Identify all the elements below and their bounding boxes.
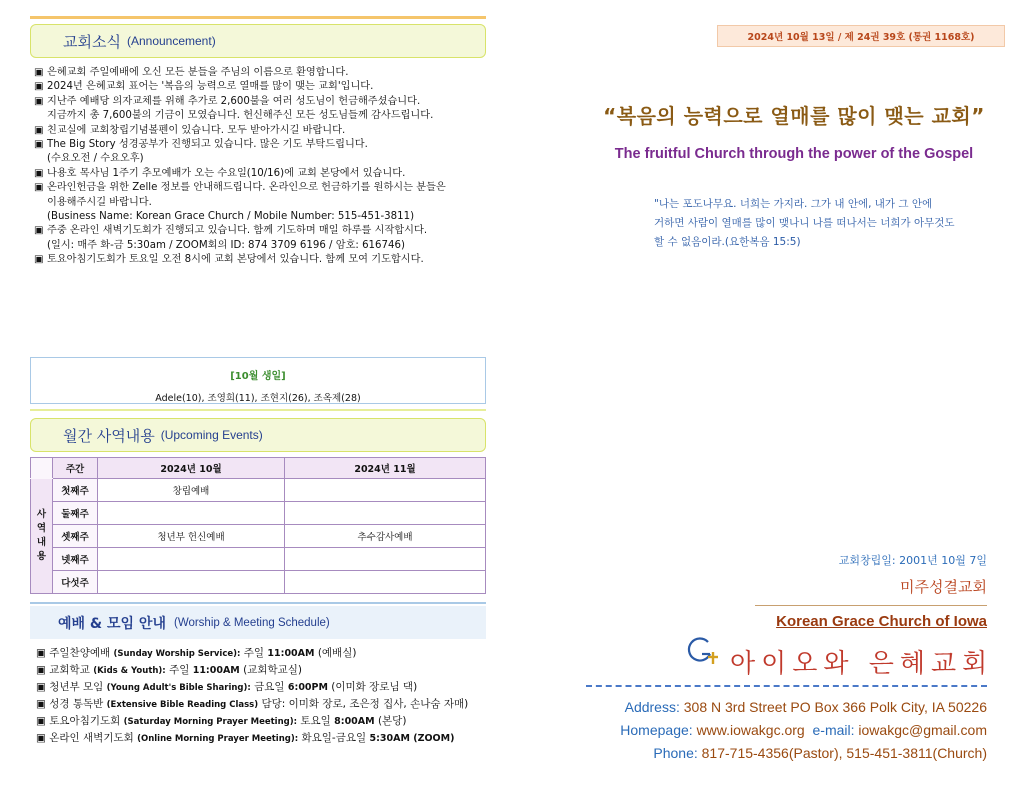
schedule-detail: 주일 xyxy=(243,647,265,659)
square-bullet-icon: ▣ xyxy=(36,715,50,727)
square-bullet-icon: ▣ xyxy=(36,681,50,693)
issue-info: 2024년 10월 13일 / 제 24권 39호 (통권 1168호) xyxy=(717,25,1005,47)
schedule-name: 주일찬양예배 xyxy=(49,647,111,659)
verse-line: "나는 포도나무요. 너희는 가지라. 그가 내 안에, 내가 그 안에 xyxy=(654,198,933,210)
cell-nov xyxy=(285,479,486,502)
announcement-line: 주중 온라인 새벽기도회가 진행되고 있습니다. 함께 기도하며 매일 하루를 시작합시다. xyxy=(47,225,428,237)
schedule-name: 청년부 모임 xyxy=(49,681,104,693)
cell-nov xyxy=(285,502,486,525)
announcement-list xyxy=(34,66,484,268)
worship-list xyxy=(36,645,486,747)
square-bullet-icon: ▣ xyxy=(34,81,44,93)
schedule-name: 온라인 새벽기도회 xyxy=(49,732,134,744)
announcement-item xyxy=(34,124,484,138)
theme-korean: “복음의 능력으로 열매를 많이 맺는 교회” xyxy=(603,104,985,128)
schedule-name-en: (Saturday Morning Prayer Meeting): xyxy=(123,717,298,727)
cell-week: 셋째주 xyxy=(53,525,98,548)
announcement-line: 나용호 목사님 1주기 추모예배가 오는 수요일(10/16)에 교회 본당에서 있습니다. xyxy=(47,167,406,179)
square-bullet-icon: ▣ xyxy=(34,139,44,151)
dashed-divider xyxy=(586,685,987,687)
square-bullet-icon: ▣ xyxy=(34,254,44,266)
divider xyxy=(755,605,987,606)
email-link[interactable]: iowakgc@gmail.com xyxy=(858,722,987,738)
schedule-item xyxy=(36,730,486,747)
schedule-note: (예배실) xyxy=(317,647,357,659)
church-name-ko: 아이오와 은혜교회 xyxy=(730,649,994,679)
announcement-item xyxy=(34,181,484,224)
birthday-box xyxy=(30,357,486,404)
verse-line: 할 수 없음이라.(요한복음 15:5) xyxy=(654,236,801,248)
schedule-time: 6:00PM xyxy=(287,682,328,693)
square-bullet-icon: ▣ xyxy=(34,95,44,107)
announcement-line: 2024년 은혜교회 표어는 '복음의 능력으로 열매를 많이 맺는 교회'입니다. xyxy=(47,81,374,93)
schedule-name-en: (Sunday Worship Service): xyxy=(113,649,241,659)
founded-date: 교회창립일: 2001년 10월 7일 xyxy=(838,554,987,567)
announcement-line: 은혜교회 주일예배에 오신 모든 분들을 주님의 이름으로 환영합니다. xyxy=(47,67,349,78)
cell-nov xyxy=(285,548,486,571)
announcement-line: The Big Story 성경공부가 진행되고 있습니다. 많은 기도 부탁드립니다. xyxy=(47,139,368,151)
col-week: 주간 xyxy=(53,458,98,479)
schedule-detail: 주일 xyxy=(169,664,190,676)
schedule-name-en: (Extensive Bible Reading Class) xyxy=(106,700,259,710)
square-bullet-icon: ▣ xyxy=(34,225,44,237)
worship-title-en: (Worship & Meeting Schedule) xyxy=(173,616,330,629)
announcement-line: (Business Name: Korean Grace Church / Mobile Number: 515-451-3811) xyxy=(47,211,415,223)
announcement-line: 친교실에 교회창립기념볼펜이 있습니다. 모두 받아가시길 바랍니다. xyxy=(47,124,346,136)
table-row xyxy=(31,502,486,525)
col-nov: 2024년 11월 xyxy=(285,458,486,479)
announcement-item xyxy=(34,138,484,167)
schedule-detail: 토요일 xyxy=(300,715,331,727)
schedule-item xyxy=(36,645,486,662)
cell-week: 둘째주 xyxy=(53,502,98,525)
denomination: 미주성결교회 xyxy=(900,578,987,596)
announcement-title: 교회소식 xyxy=(63,32,121,51)
email-label: e-mail: xyxy=(812,722,855,738)
events-table-header xyxy=(31,458,486,479)
cell-nov: 추수감사예배 xyxy=(285,525,486,548)
schedule-name: 교회학교 xyxy=(49,664,90,676)
schedule-detail: 화요일-금요일 xyxy=(301,732,367,744)
theme-english: The fruitful Church through the power of the Gospel xyxy=(614,146,974,162)
birthday-names: Adele(10), 조영희(11), 조현지(26), 조옥제(28) xyxy=(155,393,361,404)
homepage-label: Homepage: xyxy=(620,722,693,738)
table-row xyxy=(31,548,486,571)
announcement-header xyxy=(30,24,486,58)
square-bullet-icon: ▣ xyxy=(34,182,44,194)
divider xyxy=(30,602,486,604)
announcement-item xyxy=(34,224,484,253)
announcement-item xyxy=(34,66,484,80)
divider xyxy=(30,409,486,411)
bible-verse xyxy=(654,195,994,252)
announcement-line: 지금까지 총 7,600불의 기금이 모였습니다. 헌신해주신 모든 성도님들께 감사드립니다. xyxy=(47,110,434,122)
announcement-line: 지난주 예배당 의자교체를 위해 추가로 2,600불을 여러 성도님이 헌금해주셨습니다. xyxy=(47,95,421,107)
square-bullet-icon: ▣ xyxy=(36,664,50,676)
schedule-name-en: (Young Adult's Bible Sharing): xyxy=(106,683,251,693)
phone-line xyxy=(560,745,987,761)
cell-oct: 창립예배 xyxy=(98,479,285,502)
schedule-time: 8:00AM xyxy=(334,716,375,727)
schedule-name: 토요아침기도회 xyxy=(49,715,121,727)
cell-oct xyxy=(98,571,285,594)
table-row xyxy=(31,479,486,502)
homepage-link[interactable]: www.iowakgc.org xyxy=(696,722,805,738)
address-label: Address: xyxy=(624,699,680,715)
schedule-note: (이미화 장로님 댁) xyxy=(331,681,418,693)
schedule-name-en: (Online Morning Prayer Meeting): xyxy=(137,734,299,744)
announcement-line: (수요오전 / 수요오후) xyxy=(47,153,144,165)
announcement-title-en: (Announcement) xyxy=(126,34,216,48)
square-bullet-icon: ▣ xyxy=(34,124,44,136)
schedule-item xyxy=(36,713,486,730)
phone-value: 817-715-4356(Pastor), 515-451-3811(Church) xyxy=(701,745,987,761)
birthday-title: [10월 생일] xyxy=(230,371,286,382)
events-table xyxy=(30,457,486,594)
cell-week: 다섯주 xyxy=(53,571,98,594)
schedule-item xyxy=(36,662,486,679)
schedule-item xyxy=(36,696,486,713)
schedule-note: (교회학교실) xyxy=(243,664,303,676)
address-value: 308 N 3rd Street PO Box 366 Polk City, IA 50226 xyxy=(683,699,987,715)
square-bullet-icon: ▣ xyxy=(36,698,50,710)
announcement-line: 이용해주시길 바랍니다. xyxy=(47,196,152,208)
worship-title: 예배 & 모임 안내 xyxy=(58,615,166,632)
announcement-line: (일시: 매주 화-금 5:30am / ZOOM회의 ID: 874 3709 6196 / 암호: 616746) xyxy=(47,239,405,251)
events-title: 월간 사역내용 xyxy=(63,426,155,445)
schedule-time: 5:30AM (ZOOM) xyxy=(369,733,455,744)
top-divider xyxy=(30,16,486,19)
square-bullet-icon: ▣ xyxy=(34,67,44,78)
events-header xyxy=(30,418,486,452)
church-name-en: Korean Grace Church of Iowa xyxy=(776,613,987,630)
announcement-item xyxy=(34,80,484,94)
schedule-name: 성경 통독반 xyxy=(49,698,104,710)
col-oct: 2024년 10월 xyxy=(98,458,285,479)
schedule-note: (본당) xyxy=(377,715,407,727)
table-row xyxy=(31,525,486,548)
announcement-item xyxy=(34,95,484,124)
announcement-item xyxy=(34,253,484,267)
announcement-line: 온라인헌금을 위한 Zelle 정보를 안내해드립니다. 온라인으로 헌금하기를 원하시는 분들은 xyxy=(47,182,446,194)
square-bullet-icon: ▣ xyxy=(36,647,50,659)
schedule-name-en: (Kids & Youth): xyxy=(93,666,166,676)
cell-oct xyxy=(98,502,285,525)
schedule-time: 11:00AM xyxy=(192,665,240,676)
homepage-line xyxy=(560,722,987,738)
cell-nov xyxy=(285,571,486,594)
schedule-detail: 금요일 xyxy=(254,681,285,693)
announcement-line: 토요아침기도회가 토요일 오전 8시에 교회 본당에서 있습니다. 함께 모여 기도합시다. xyxy=(47,254,424,266)
phone-label: Phone: xyxy=(653,745,698,761)
corner-cell xyxy=(31,458,53,479)
announcement-item xyxy=(34,167,484,181)
church-logo-icon xyxy=(686,634,726,670)
verse-line: 거하면 사람이 열매를 많이 맺나니 나를 떠나서는 너희가 아무것도 xyxy=(654,217,955,229)
events-title-en: (Upcoming Events) xyxy=(160,428,263,442)
cell-oct xyxy=(98,548,285,571)
cell-week: 첫째주 xyxy=(53,479,98,502)
table-row xyxy=(31,571,486,594)
schedule-detail: 담당: 이미화 장로, 조은정 집사, 손나숨 자매) xyxy=(261,698,469,710)
worship-header xyxy=(30,606,486,639)
address-line xyxy=(560,699,987,715)
schedule-item xyxy=(36,679,486,696)
square-bullet-icon: ▣ xyxy=(34,167,44,179)
cell-oct: 청년부 헌신예배 xyxy=(98,525,285,548)
cell-week: 넷째주 xyxy=(53,548,98,571)
ministry-side-label: 사 역 내 용 xyxy=(31,479,53,594)
schedule-time: 11:00AM xyxy=(267,648,315,659)
square-bullet-icon: ▣ xyxy=(36,732,50,744)
